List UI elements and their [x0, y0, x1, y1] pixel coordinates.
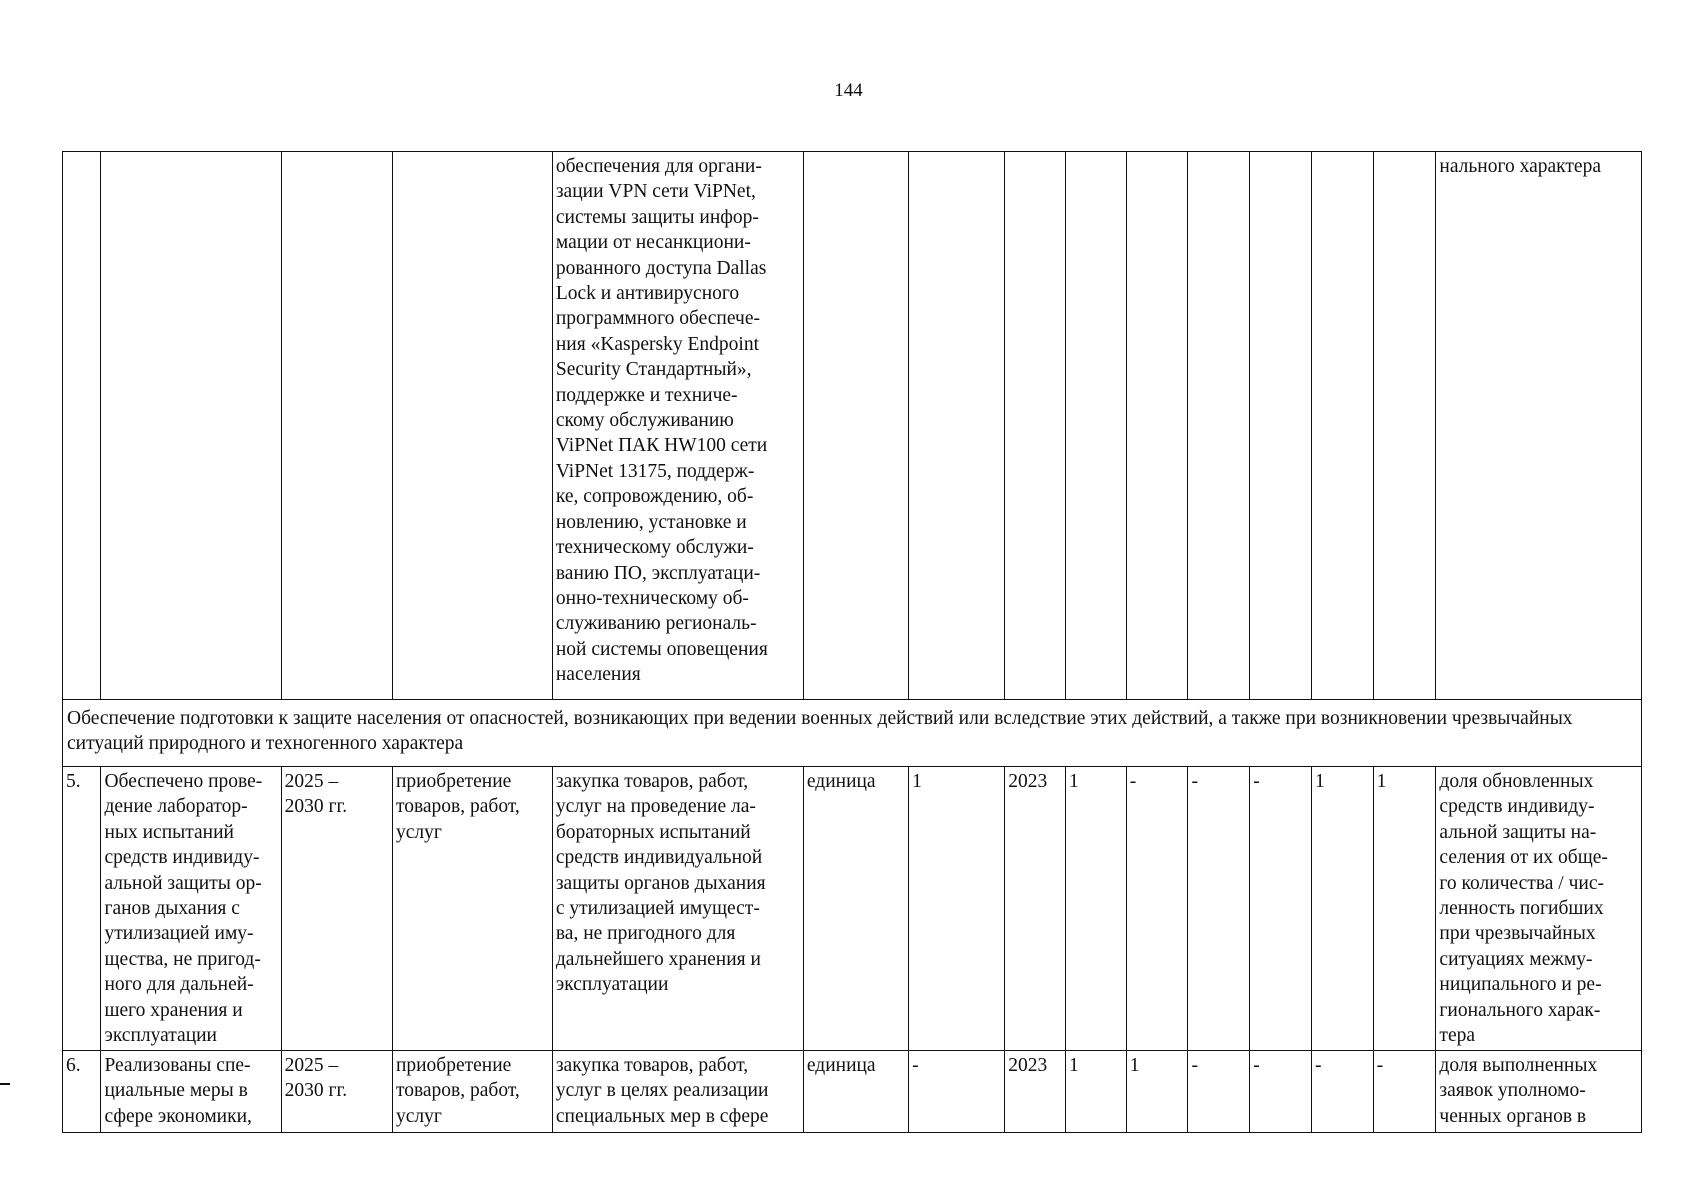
cell-base-value: - — [909, 1051, 1005, 1133]
cell-y2028 — [1250, 152, 1312, 700]
cell-type: приобретение товаров, работ, услуг — [392, 1051, 552, 1133]
cell-y2027 — [1188, 152, 1250, 700]
cell-period: 2025 – 2030 гг. — [281, 767, 392, 1051]
cell-base-year — [1005, 152, 1066, 700]
cell-task: Реализованы спе- циальные меры в сфере экономики, — [101, 1051, 281, 1133]
cell-description: обеспечения для органи- зации VPN сети ViPNet, системы защиты инфор- мации от несанкциони- рованного доступа Dallas Lock и антивирусного программного обеспече- ния «Kaspersky Endpoint Security Стандартный», поддержке и техниче- скому обслуживанию ViPNet ПАК HW100 сети ViPNet 13175, поддерж- ке, сопровождению, об- новлению, установке и техническому обслужи- ванию ПО, эксплуатаци- онно-техническому об- служиванию региональ- ной системы оповещения населения — [552, 152, 803, 700]
margin-mark — [0, 1083, 10, 1085]
cell-description: закупка товаров, работ, услуг на проведение ла- бораторных испытаний средств индивидуальной защиты органов дыхания с утилизацией имущест- ва, не пригодного для дальнейшего хранения и эксплуатации — [552, 767, 803, 1051]
cell-y2025: 1 — [1066, 1051, 1127, 1133]
cell-y2026: 1 — [1126, 1051, 1188, 1133]
cell-base-value — [909, 152, 1005, 700]
table-row — [63, 1051, 1642, 1133]
cell-unit — [803, 152, 908, 700]
cell-y2029 — [1311, 152, 1373, 700]
cell-base-value: 1 — [909, 767, 1005, 1051]
cell-y2029: 1 — [1311, 767, 1373, 1051]
cell-type: приобретение товаров, работ, услуг — [392, 767, 552, 1051]
cell-num: 5. — [63, 767, 101, 1051]
cell-task — [101, 152, 281, 700]
section-heading-row — [63, 700, 1642, 767]
cell-y2030 — [1373, 152, 1436, 700]
cell-base-year: 2023 — [1005, 767, 1066, 1051]
cell-y2027: - — [1188, 1051, 1250, 1133]
table-row-continuation — [63, 152, 1642, 700]
cell-y2028: - — [1250, 1051, 1312, 1133]
program-table — [62, 151, 1642, 1133]
page-number: 144 — [834, 80, 863, 101]
cell-y2025 — [1066, 152, 1127, 700]
section-heading: Обеспечение подготовки к защите населения от опасностей, возникающих при ведении военных действий или вследствие этих действий, а также при возникновении чрезвычайных ситуаций природного и техногенного характера — [63, 700, 1642, 767]
cell-y2030: - — [1373, 1051, 1436, 1133]
cell-y2026: - — [1126, 767, 1188, 1051]
cell-num: 6. — [63, 1051, 101, 1133]
cell-type — [392, 152, 552, 700]
cell-base-year: 2023 — [1005, 1051, 1066, 1133]
cell-indicator: доля обновленных средств индивиду- альной защиты на- селения от их обще- го количества / чис- ленность погибших при чрезвычайных ситуациях межму- ниципального и ре- гионального харак- тера — [1436, 767, 1642, 1051]
cell-indicator: доля выполненных заявок уполномо- ченных органов в — [1436, 1051, 1642, 1133]
cell-y2025: 1 — [1066, 767, 1127, 1051]
cell-y2029: - — [1311, 1051, 1373, 1133]
cell-description: закупка товаров, работ, услуг в целях реализации специальных мер в сфере — [552, 1051, 803, 1133]
table-row — [63, 767, 1642, 1051]
cell-period — [281, 152, 392, 700]
cell-y2027: - — [1188, 767, 1250, 1051]
cell-y2028: - — [1250, 767, 1312, 1051]
cell-unit: единица — [803, 767, 908, 1051]
cell-unit: единица — [803, 1051, 908, 1133]
cell-indicator: нального характера — [1436, 152, 1642, 700]
cell-y2030: 1 — [1373, 767, 1436, 1051]
cell-y2026 — [1126, 152, 1188, 700]
cell-num — [63, 152, 101, 700]
cell-task: Обеспечено прове- дение лаборатор- ных испытаний средств индивиду- альной защиты ор- ганов дыхания с утилизацией иму- щества, не пригод- ного для дальней- шего хранения и эксплуатации — [101, 767, 281, 1051]
cell-period: 2025 – 2030 гг. — [281, 1051, 392, 1133]
